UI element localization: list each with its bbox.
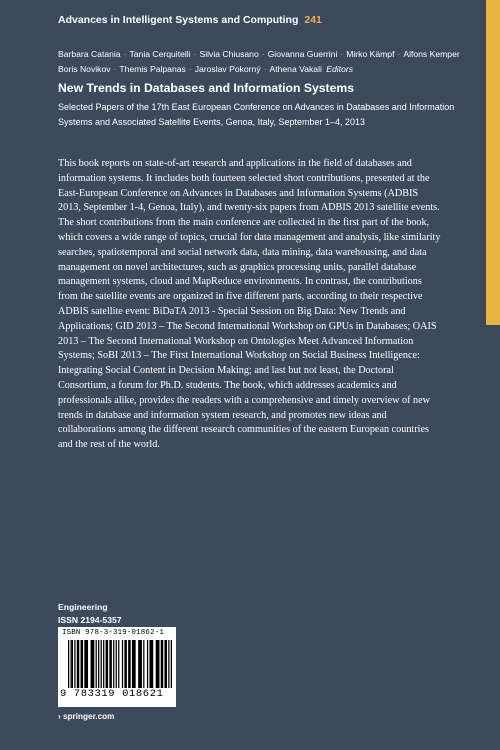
barcode-bars <box>68 640 172 688</box>
isbn-label: ISBN 978-3-319-01862-1 <box>62 629 164 637</box>
barcode-bar <box>116 640 117 688</box>
editor-name: Athena Vakali <box>269 64 322 74</box>
editor-separator: · <box>261 49 265 59</box>
barcode-bar <box>124 640 127 688</box>
barcode-bar <box>156 640 160 688</box>
barcode-bar <box>91 640 95 688</box>
editor-separator: · <box>397 49 401 59</box>
barcode-bar <box>109 640 112 688</box>
barcode-bar <box>138 640 142 688</box>
barcode-bar <box>81 640 84 688</box>
editor-name: Tania Cerquitelli <box>129 49 191 59</box>
barcode-bar <box>164 640 167 688</box>
publisher-url: › springer.com <box>58 712 115 721</box>
barcode <box>58 627 176 707</box>
book-subtitle: Selected Papers of the 17th East European Conference on Advances in Databases and Information Systems and Associated Satellite Events, Genoa, Italy, September 1–4, 2013 <box>58 102 455 127</box>
barcode-bar <box>147 640 148 688</box>
barcode-bar <box>106 640 109 688</box>
editor-name: Boris Novikov <box>58 64 111 74</box>
barcode-bar <box>68 640 69 688</box>
editor-separator: · <box>193 49 197 59</box>
subject-area: Engineering <box>58 602 108 612</box>
editor-name: Jaroslav Pokorný <box>194 64 261 74</box>
editor-separator: · <box>113 64 117 74</box>
barcode-bar <box>122 640 123 688</box>
barcode-bar <box>96 640 97 688</box>
barcode-bar <box>132 640 136 688</box>
barcode-bar <box>171 640 172 688</box>
barcode-bar <box>77 640 80 688</box>
editor-name: Silvia Chiusano <box>199 49 259 59</box>
book-title: New Trends in Databases and Information Systems <box>58 81 354 95</box>
barcode-bar <box>101 640 102 688</box>
barcode-bar <box>103 640 104 688</box>
barcode-bar <box>71 640 72 688</box>
accent-bar <box>486 0 500 325</box>
barcode-bar <box>118 640 119 688</box>
barcode-bar <box>113 640 114 688</box>
editor-name: Giovanna Guerrini <box>267 49 338 59</box>
issn: ISSN 2194-5357 <box>58 615 122 625</box>
series-name: Advances in Intelligent Systems and Computing <box>58 14 299 26</box>
editor-name: Mirko Kämpf <box>346 49 395 59</box>
series-line <box>58 14 322 26</box>
editor-name: Alfons Kemper <box>403 49 460 59</box>
editor-name: Themis Palpanas <box>119 64 186 74</box>
barcode-bar <box>128 640 131 688</box>
barcode-digits: 9 783319 018621 <box>60 688 164 700</box>
editor-separator: · <box>340 49 344 59</box>
barcode-bar <box>72 640 73 688</box>
editors-list <box>58 47 478 77</box>
barcode-bar <box>74 640 75 688</box>
editor-name: Barbara Catania <box>58 49 121 59</box>
book-description <box>58 157 441 453</box>
barcode-bar <box>143 640 144 688</box>
editor-separator: · <box>263 64 267 74</box>
editors-label: Editors <box>326 64 354 74</box>
barcode-bar <box>149 640 153 688</box>
barcode-bar <box>98 640 99 688</box>
editor-separator: · <box>188 64 192 74</box>
description-text: This book reports on state-of-art research and applications in the field of databases and information systems. It includes both fourteen selected short contributions, presented at the East-European Conference on Advances in Databases and Information Systems (ADBIS 2013, September 1-4, Genoa, Italy), and twenty-six papers from ADBIS 2013 satellite events. The short contributions from the main conference are collected in the first part of the book, which covers a wide range of topics, crucial for data management and analysis, like similarity searches, spatiotemporal and social network data, data mining, data warehousing, and data management on novel architectures, such as graphics processing units, parallel database management systems, cloud and MapReduce environments. In contrast, the contributions from the satellite events are organized in five different parts, according to their respective ADBIS satellite event: BiDaTA 2013 - Special Session on Big Data: New Trends and Applications; GID 2013 – The Second International Workshop on GPUs in Databases; OAIS 2013 – The Second International Workshop on Ontologies Meet Advanced Information Systems; SoBI 2013 – The First International Workshop on Social Business Intelligence: Integrating Social Content in Decision Making; and last but not least, the Doctoral Consortium, a forum for Ph.D. students. The book, which addresses academics and professionals alike, provides the readers with a comprehensive and timely overview of new trends in database and information system research, and promotes new ideas and collaborations among the different research communities of the eastern European countries and the rest of the world. <box>58 158 441 451</box>
series-volume: 241 <box>304 14 322 26</box>
barcode-bar <box>161 640 164 688</box>
editor-separator: · <box>123 49 127 59</box>
barcode-bar <box>168 640 169 688</box>
barcode-bar <box>84 640 88 688</box>
subject-block <box>58 601 122 627</box>
